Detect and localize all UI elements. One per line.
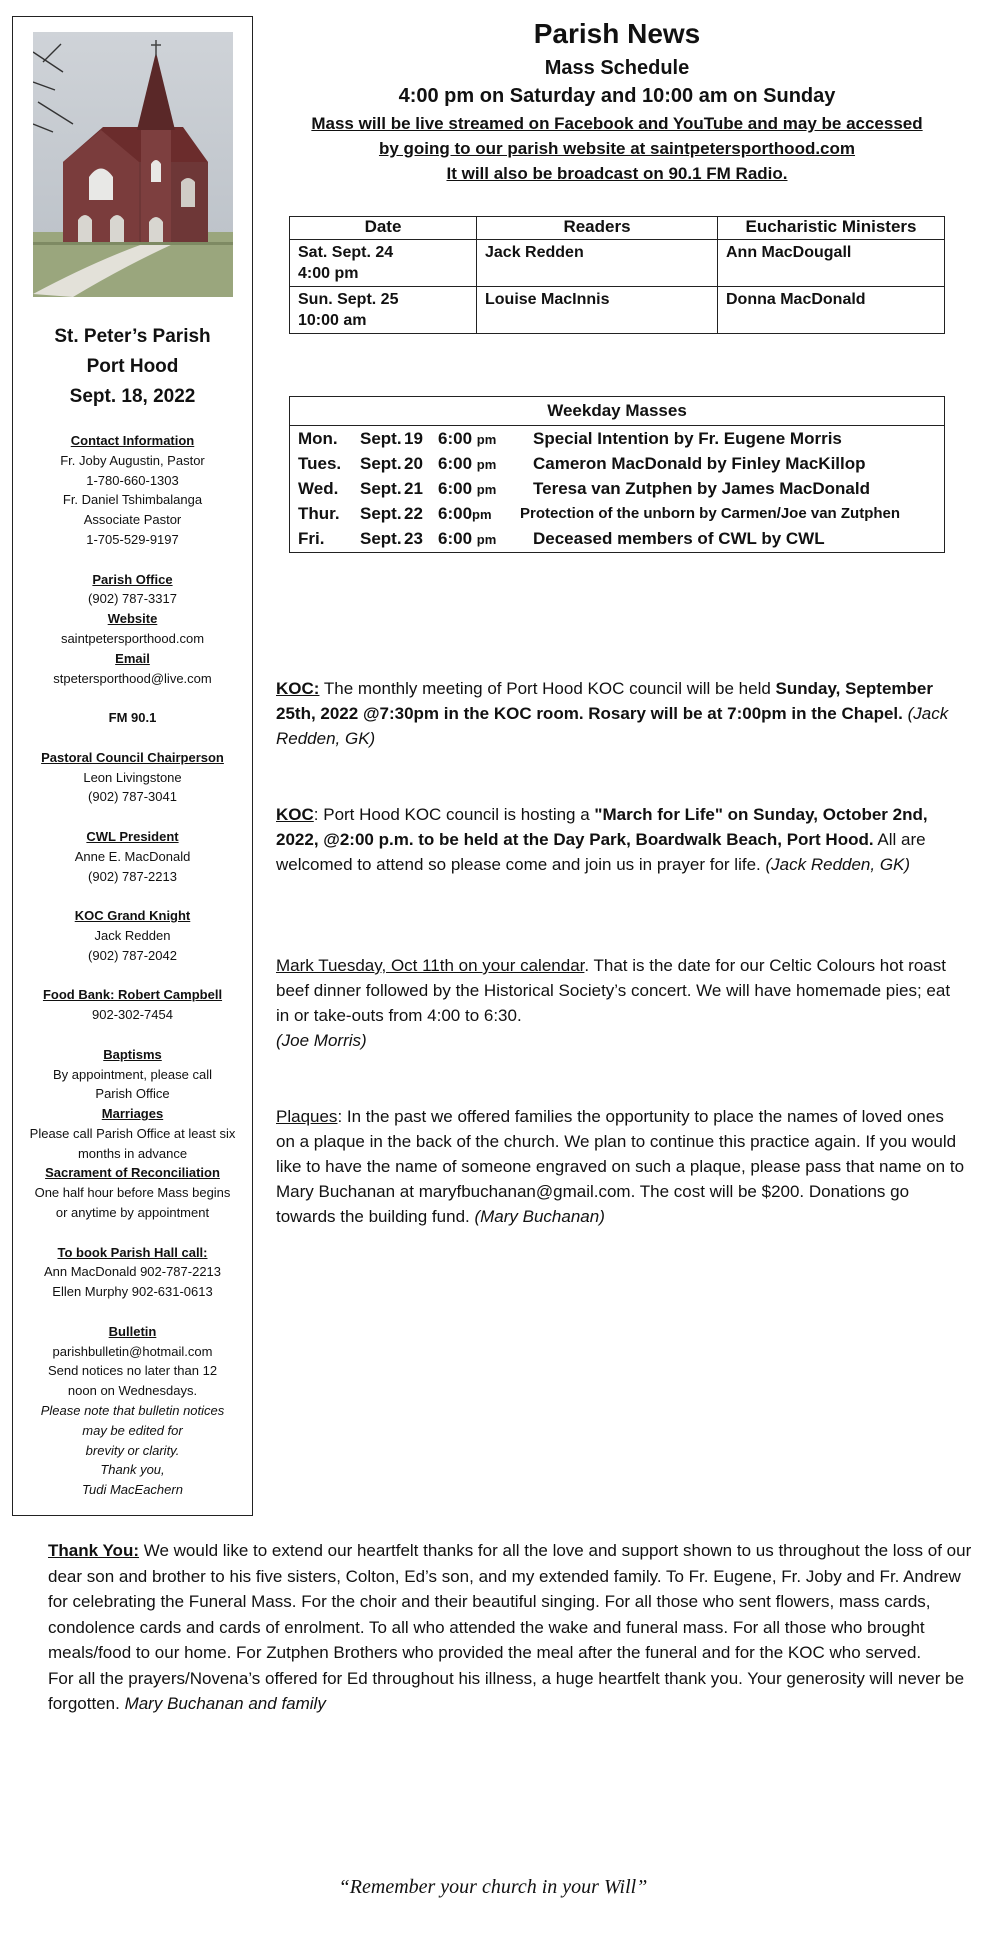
marriages-heading: Marriages bbox=[101, 1106, 164, 1122]
list-item bbox=[290, 451, 944, 476]
parish-name: St. Peter’s Parish bbox=[54, 326, 211, 347]
mass-time bbox=[438, 526, 533, 551]
bulletin-heading: Bulletin bbox=[108, 1323, 157, 1339]
parish-location: Port Hood bbox=[86, 356, 179, 377]
date-cell bbox=[290, 240, 477, 287]
pastoral-name: Leon Livingstone bbox=[83, 769, 182, 785]
time-suffix: pm bbox=[476, 457, 497, 472]
cwl-name: Anne E. MacDonald bbox=[74, 848, 191, 864]
day-label: Fri. bbox=[298, 529, 325, 548]
marriages-line: months in advance bbox=[77, 1145, 188, 1161]
time-value: 6:00 bbox=[438, 529, 473, 548]
mass-schedule-heading: Mass Schedule bbox=[544, 57, 690, 79]
pastor-phone: 1-780-660-1303 bbox=[86, 472, 179, 488]
list-item bbox=[290, 501, 944, 526]
mass-intention: Special Intention by Fr. Eugene Morris bbox=[533, 429, 842, 448]
pastoral-heading: Pastoral Council Chairperson bbox=[41, 749, 224, 765]
bulletin-date: Sept. 18, 2022 bbox=[69, 386, 196, 407]
day-label: Mon. bbox=[298, 429, 338, 448]
livestream-line: Mass will be live streamed on Facebook and YouTube and may be accessed bbox=[311, 114, 923, 133]
month-label: Sept. bbox=[360, 454, 402, 473]
list-item bbox=[290, 476, 944, 501]
office-heading: Parish Office bbox=[92, 571, 173, 587]
koc-meeting-notice bbox=[276, 676, 966, 751]
day-label: Thur. bbox=[298, 504, 340, 523]
parish-name-block bbox=[13, 322, 252, 412]
notice-text: The monthly meeting of Port Hood KOC council will be held bbox=[319, 679, 776, 698]
day-label: Wed. bbox=[298, 479, 339, 498]
day-number: 20 bbox=[404, 454, 423, 473]
koc-name: Jack Redden bbox=[94, 927, 171, 943]
mass-time bbox=[438, 426, 533, 451]
baptisms-heading: Baptisms bbox=[103, 1046, 162, 1062]
notice-signature: (Mary Buchanan) bbox=[474, 1207, 605, 1226]
mass-intention: Teresa van Zutphen by James MacDonald bbox=[533, 479, 870, 498]
date-text: Sat. Sept. 24 bbox=[298, 244, 394, 261]
pastor-name: Fr. Joby Augustin, Pastor bbox=[60, 452, 205, 468]
plaques-notice bbox=[276, 1104, 966, 1229]
notice-text: All are welcomed to attend so please come and join us in prayer for life. bbox=[276, 830, 926, 874]
day-number: 21 bbox=[404, 479, 423, 498]
mass-times: 4:00 pm on Saturday and 10:00 am on Sunday bbox=[398, 85, 836, 107]
bulletin-signature: Tudi MacEachern bbox=[82, 1482, 183, 1498]
website-text: saintpetersporthood.com bbox=[60, 630, 205, 646]
koc-heading: KOC Grand Knight bbox=[74, 908, 191, 924]
date-cell bbox=[290, 287, 477, 334]
notice-heading: Plaques bbox=[276, 1107, 338, 1126]
associate-title: Associate Pastor bbox=[83, 512, 182, 528]
column-header-date: Date bbox=[290, 217, 477, 240]
footer-quote: “Remember your church in your Will” bbox=[338, 1876, 648, 1898]
livestream-line: by going to our parish website at saintpetersporthood.com bbox=[378, 139, 856, 158]
notice-signature: Mary Buchanan and family bbox=[124, 1694, 326, 1713]
notice-signature: (Jack Redden, GK) bbox=[276, 704, 949, 748]
foodbank-heading: Food Bank: Robert Campbell bbox=[42, 987, 223, 1003]
associate-phone: 1-705-529-9197 bbox=[86, 531, 179, 547]
month-label: Sept. bbox=[360, 429, 402, 448]
email-heading: Email bbox=[115, 650, 150, 666]
bulletin-line: noon on Wednesdays. bbox=[67, 1383, 198, 1399]
column-header-readers: Readers bbox=[477, 217, 718, 240]
email-text: stpetersporthood@live.com bbox=[53, 670, 212, 686]
readers-cell: Louise MacInnis bbox=[477, 287, 718, 334]
time-suffix: pm bbox=[476, 482, 497, 497]
bulletin-note: Please note that bulletin notices bbox=[40, 1403, 225, 1419]
list-item bbox=[290, 526, 944, 551]
mass-intention: Deceased members of CWL by CWL bbox=[533, 529, 825, 548]
month-label: Sept. bbox=[360, 504, 402, 523]
notice-text: . That is the date for our Celtic Colours hot roast beef dinner followed by the Historical Society’s concert. We will have homemade pies; eat in or take-outs from 4:00 to 6:30. bbox=[276, 956, 951, 1025]
baptisms-line: Parish Office bbox=[95, 1086, 170, 1102]
readers-cell: Jack Redden bbox=[477, 240, 718, 287]
bulletin-note: may be edited for bbox=[82, 1422, 183, 1438]
mass-time bbox=[438, 476, 533, 501]
notice-heading: KOC bbox=[276, 805, 314, 824]
notice-text: : In the past we offered families the opportunity to place the names of loved ones on a plaque in the back of the church. We plan to continue this practice again. If you would like to have the name of someone engraved on such a plaque, please pass that name on to Mary Buchanan at maryfbuchanan@gmail.com. The cost will be $200. Donations go towards the building fund. bbox=[276, 1107, 965, 1226]
notice-text: : Port Hood KOC council is hosting a bbox=[313, 805, 595, 824]
foodbank-phone: 902-302-7454 bbox=[92, 1007, 173, 1023]
notice-signature: (Joe Morris) bbox=[276, 1031, 367, 1050]
notice-heading: KOC: bbox=[276, 679, 320, 698]
office-phone: (902) 787-3317 bbox=[88, 591, 177, 607]
reconciliation-line: or anytime by appointment bbox=[55, 1205, 210, 1221]
livestream-info bbox=[272, 111, 962, 186]
notice-text: For all the prayers/Novena’s offered for Ed throughout his illness, a huge heartfelt thank you. Your generosity will never be forgotten. bbox=[48, 1668, 965, 1713]
celtic-colours-notice bbox=[276, 953, 966, 1053]
date-text: Sun. Sept. 25 bbox=[298, 291, 399, 308]
column-header-ministers: Eucharistic Ministers bbox=[718, 217, 945, 240]
ministry-schedule-table bbox=[289, 216, 945, 334]
time-value: 6:00 bbox=[438, 504, 473, 523]
hall-contact: Ann MacDonald 902-787-2213 bbox=[43, 1264, 222, 1280]
time-value: 6:00 bbox=[438, 479, 473, 498]
notice-heading: Thank You: bbox=[48, 1541, 139, 1560]
list-item bbox=[290, 426, 944, 451]
mass-intention: Cameron MacDonald by Finley MacKillop bbox=[533, 454, 866, 473]
time-suffix: pm bbox=[476, 532, 497, 547]
ministers-cell: Donna MacDonald bbox=[718, 287, 945, 334]
reconciliation-heading: Sacrament of Reconciliation bbox=[45, 1165, 220, 1181]
day-number: 19 bbox=[404, 429, 423, 448]
church-photo bbox=[33, 32, 233, 297]
day-number: 23 bbox=[404, 529, 423, 548]
contact-directory bbox=[13, 431, 252, 1500]
time-value: 6:00 bbox=[438, 429, 473, 448]
baptisms-line: By appointment, please call bbox=[53, 1066, 212, 1082]
hall-heading: To book Parish Hall call: bbox=[57, 1244, 208, 1260]
mass-intention: Protection of the unborn by Carmen/Joe van Zutphen bbox=[520, 505, 901, 522]
time-text: 10:00 am bbox=[298, 312, 367, 329]
month-label: Sept. bbox=[360, 529, 402, 548]
cwl-phone: (902) 787-2213 bbox=[88, 868, 177, 884]
bulletin-note: Thank you, bbox=[100, 1462, 165, 1478]
sidebar-panel bbox=[12, 16, 253, 1516]
table-row bbox=[290, 287, 945, 334]
cwl-heading: CWL President bbox=[86, 828, 179, 844]
march-for-life-notice bbox=[276, 802, 966, 877]
notice-bold-text: "March for Life" on Sunday, October 2nd, 2022, @2:00 p.m. to be held at the Day Park, Boardwalk Beach, Port Hood. bbox=[276, 805, 928, 849]
marriages-line: Please call Parish Office at least six bbox=[29, 1125, 236, 1141]
notice-signature: (Jack Redden, GK) bbox=[765, 855, 911, 874]
time-value: 6:00 bbox=[438, 454, 473, 473]
contact-heading: Contact Information bbox=[70, 433, 195, 448]
radio-broadcast-line: It will also be broadcast on 90.1 FM Radio. bbox=[446, 164, 788, 183]
koc-phone: (902) 787-2042 bbox=[88, 947, 177, 963]
month-label: Sept. bbox=[360, 479, 402, 498]
page-title: Parish News bbox=[533, 18, 701, 49]
associate-name: Fr. Daniel Tshimbalanga bbox=[62, 492, 203, 508]
hall-contact: Ellen Murphy 902-631-0613 bbox=[52, 1284, 213, 1300]
day-label: Tues. bbox=[298, 454, 342, 473]
notice-heading: Mark Tuesday, Oct 11th on your calendar bbox=[276, 956, 585, 975]
table-header-row bbox=[290, 217, 945, 240]
bulletin-note: brevity or clarity. bbox=[85, 1442, 180, 1458]
bulletin-email: parishbulletin@hotmail.com bbox=[52, 1343, 213, 1359]
radio-station: FM 90.1 bbox=[108, 710, 157, 726]
reconciliation-line: One half hour before Mass begins bbox=[34, 1185, 231, 1201]
website-heading: Website bbox=[107, 611, 158, 627]
weekday-masses-box bbox=[289, 396, 945, 553]
ministers-cell: Ann MacDougall bbox=[718, 240, 945, 287]
table-row bbox=[290, 240, 945, 287]
mass-time bbox=[438, 501, 520, 526]
weekday-masses-title: Weekday Masses bbox=[290, 397, 944, 426]
time-text: 4:00 pm bbox=[298, 265, 359, 282]
day-number: 22 bbox=[404, 504, 423, 523]
thank-you-notice bbox=[48, 1538, 978, 1717]
pastoral-phone: (902) 787-3041 bbox=[88, 789, 177, 805]
mass-time bbox=[438, 451, 533, 476]
notice-bold-text: Sunday, September 25th, 2022 @7:30pm in the KOC room. Rosary will be at 7:00pm in the Chapel. bbox=[276, 679, 933, 723]
notice-text: We would like to extend our heartfelt thanks for all the love and support shown to us throughout the loss of our dear son and brother to his five sisters, Colton, Ed’s son, and my extended family. To Fr. Eugene, Fr. Joby and Fr. Andrew for celebrating the Funeral Mass. For the choir and their beautiful singing. For all those who sent flowers, mass cards, condolence cards and cards of enrolment. To all who attended the wake and funeral mass. For all those who brought meals/food to our home. For Zutphen Brothers who provided the meal after the funeral and for the KOC who served. bbox=[48, 1541, 972, 1662]
time-suffix: pm bbox=[472, 507, 492, 522]
time-suffix: pm bbox=[476, 432, 497, 447]
bulletin-line: Send notices no later than 12 bbox=[47, 1363, 218, 1379]
